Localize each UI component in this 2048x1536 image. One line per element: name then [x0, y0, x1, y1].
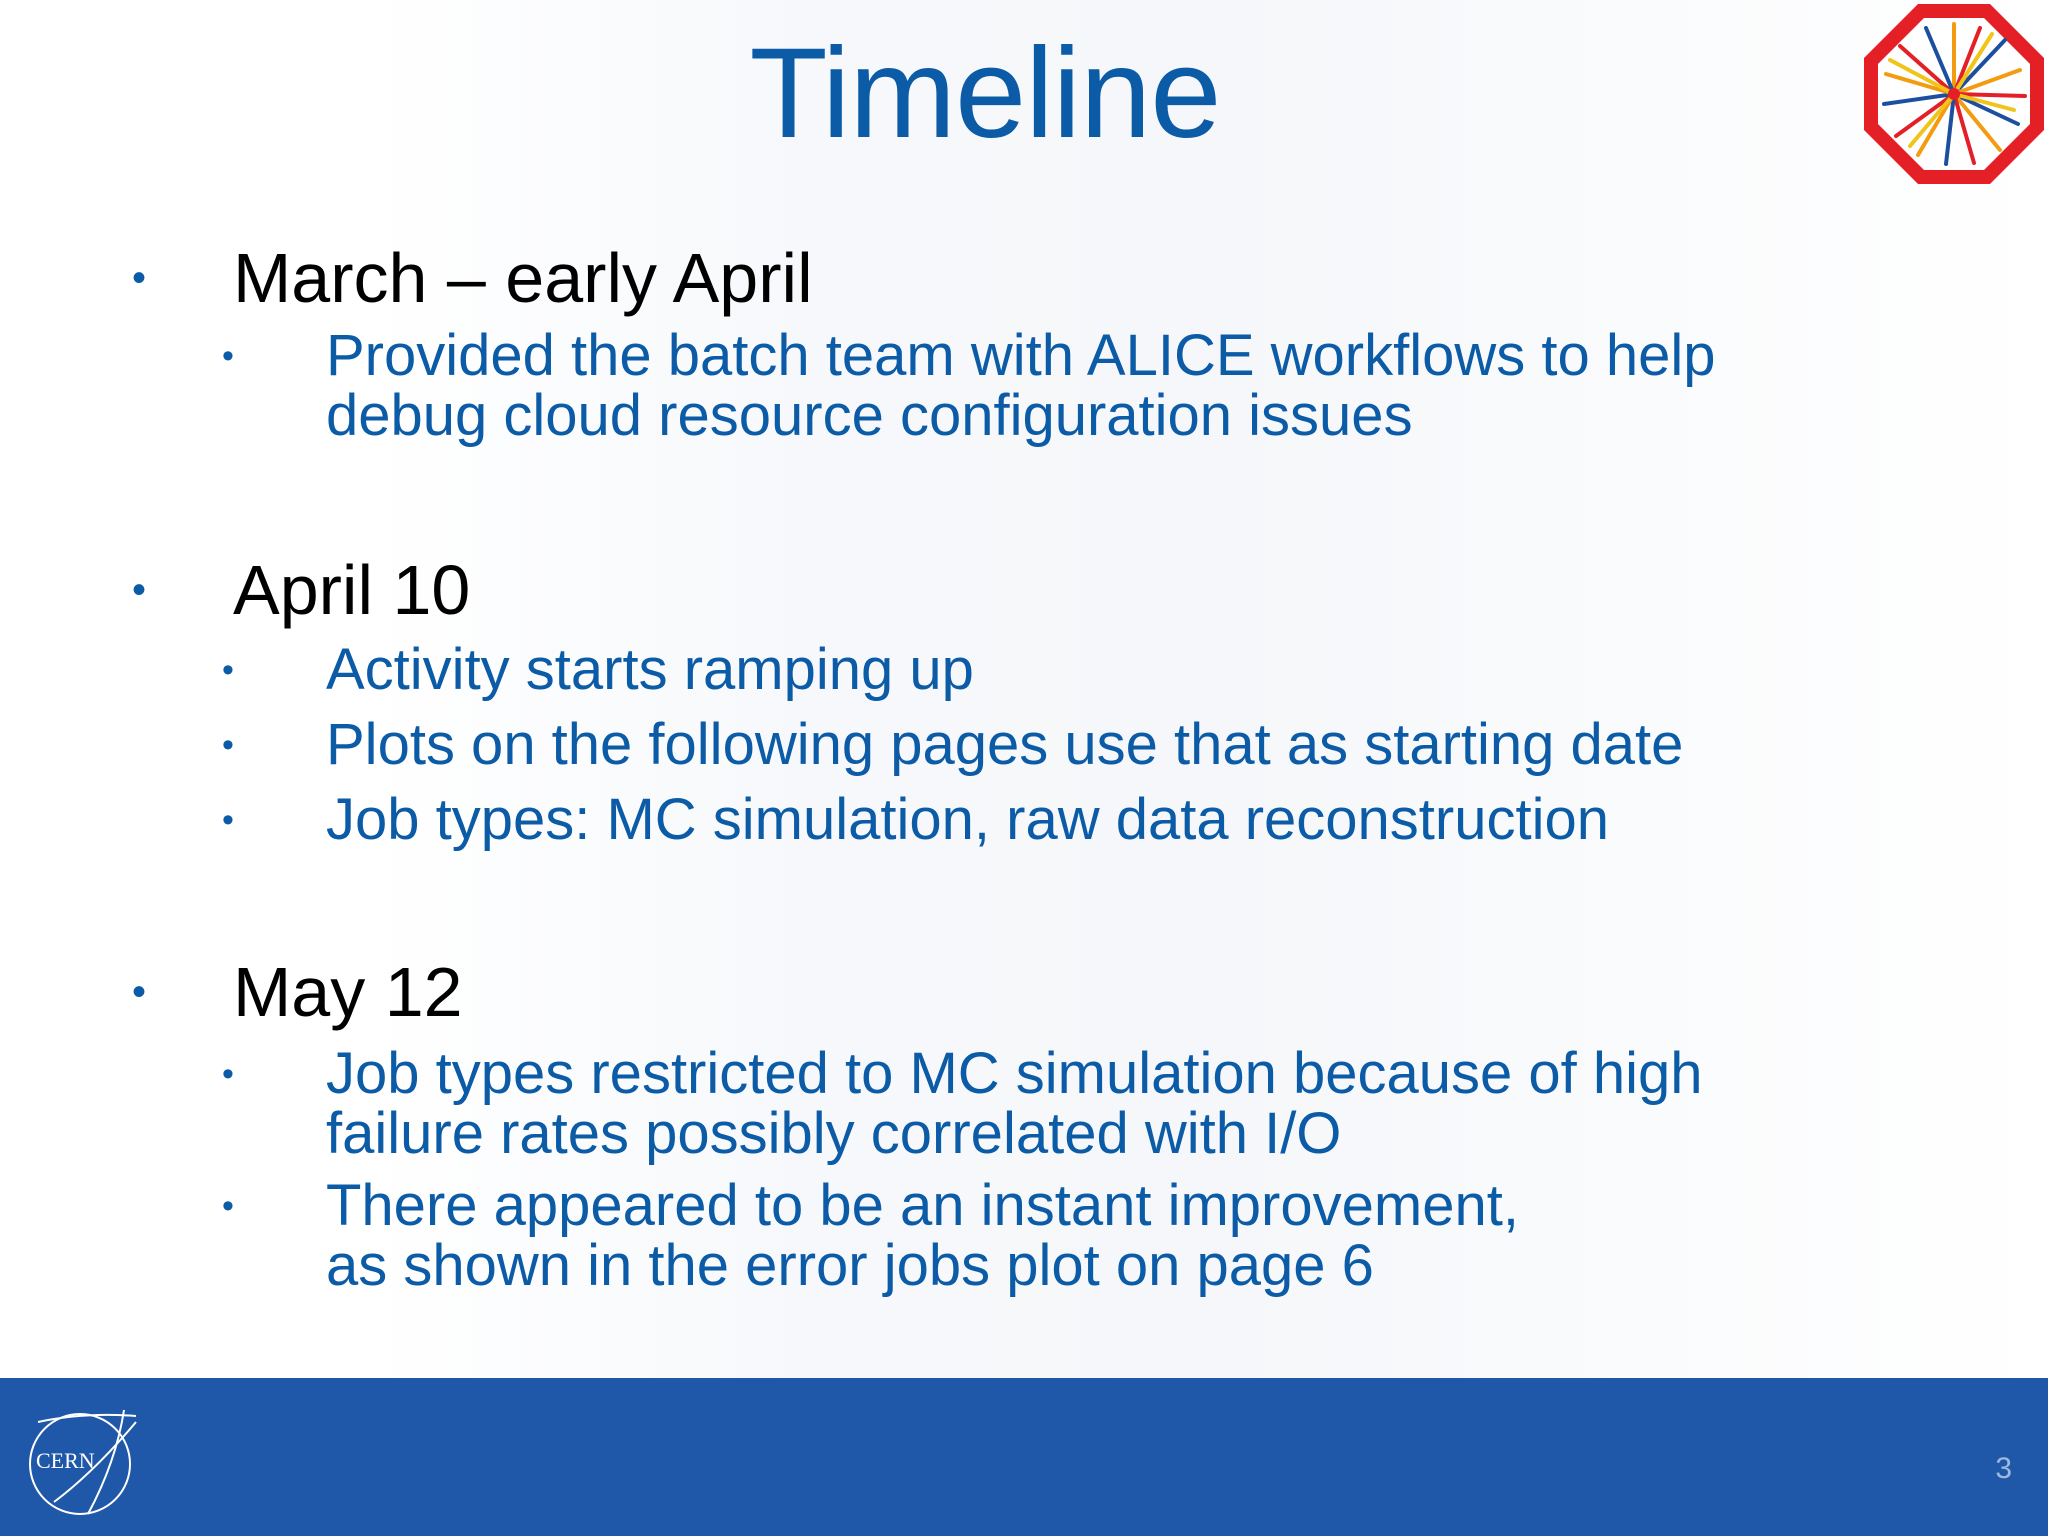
slide-title: Timeline	[749, 22, 1221, 165]
bullet-dot: •	[222, 1187, 234, 1225]
bullet-dot: •	[132, 970, 147, 1014]
svg-text:CERN: CERN	[36, 1448, 95, 1473]
bullet-dot: •	[132, 568, 147, 612]
bullet-dot: •	[222, 726, 234, 764]
bullet-dot: •	[222, 801, 234, 839]
cern-logo-icon	[24, 1402, 144, 1522]
alice-logo-icon	[1860, 0, 2048, 188]
bullet-dot: •	[132, 256, 147, 300]
bullet-dot: •	[222, 651, 234, 689]
page-number: 3	[1995, 1452, 2012, 1485]
slide: Timeline • March – early April • Provided the batch team with ALICE workflows to help debug cloud resource configuration issues • April 10 • Activity starts ramping up • Plots on the following pages use that as starting date • Job types: MC simulation, raw data reconstruction • May 12 • Job types restricted to MC simulation because of high failure rates possibly correlated with I/O • There appeared to be an instant improvement, as shown in the error jobs plot on page 6 CERN 3	[0, 0, 2048, 1536]
bullet-dot: •	[222, 337, 234, 375]
footer-bar	[0, 1378, 2048, 1536]
bullet-dot: •	[222, 1055, 234, 1093]
